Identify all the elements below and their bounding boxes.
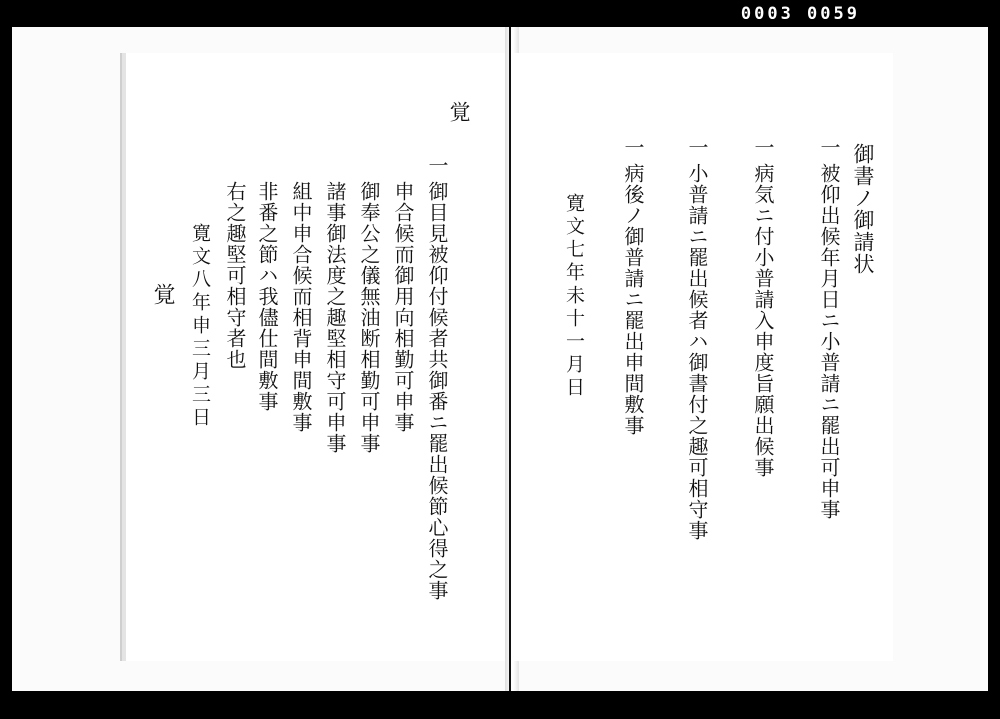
left-heading: 覚 [447, 101, 471, 123]
right-page [513, 53, 893, 661]
right-title: 御書ノ御請状 [851, 143, 875, 275]
left-page [122, 53, 511, 661]
left-signature: 覚 [150, 283, 175, 306]
frame-number: 0003 0059 [740, 4, 860, 24]
right-item-text: 病後ノ御普請ニ罷出申間敷事 [621, 163, 645, 436]
right-item-text: 被仰出候年月日ニ小普請ニ罷出可申事 [817, 163, 841, 520]
right-item-mark: 一 [817, 137, 841, 158]
left-item-text: 申合候而御用向相勤可申事 [391, 181, 415, 433]
left-item-text: 非番之節ハ我儘仕間敷事 [255, 181, 279, 412]
right-date: 寛文七年未十一月日 [563, 193, 585, 400]
left-item-text: 御目見被仰付候者共御番ニ罷出候節心得之事 [425, 181, 449, 601]
right-item-mark: 一 [621, 137, 645, 158]
left-date: 寛文八年申三月三日 [189, 223, 211, 430]
left-item-text: 右之趣堅可相守者也 [223, 181, 247, 370]
document-spread [12, 27, 988, 691]
gutter-line [509, 27, 511, 691]
right-item-mark: 一 [751, 137, 775, 158]
right-item-mark: 一 [685, 137, 709, 158]
left-item-text: 組中申合候而相背申間敷事 [289, 181, 313, 433]
right-item-text: 小普請ニ罷出候者ハ御書付之趣可相守事 [685, 163, 709, 541]
right-item-text: 病気ニ付小普請入申度旨願出候事 [751, 163, 775, 478]
left-item-mark: 一 [425, 155, 449, 176]
left-item-text: 御奉公之儀無油断相勤可申事 [357, 181, 381, 454]
left-item-text: 諸事御法度之趣堅相守可申事 [323, 181, 347, 454]
